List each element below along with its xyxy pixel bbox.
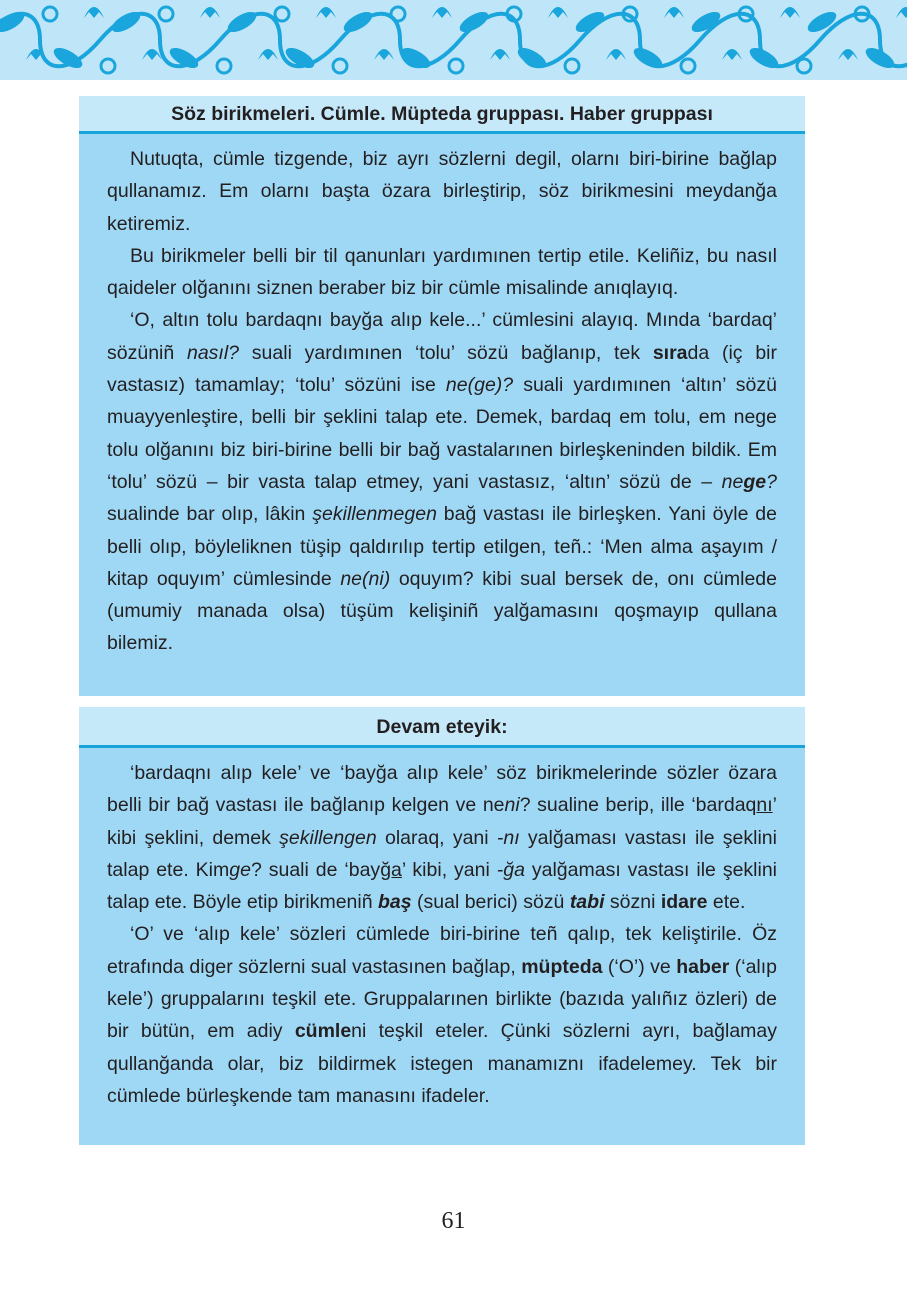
section-body — [79, 134, 805, 660]
paragraph: Nutuqta, cümle tizgende, biz ayrı sözlerni degil, olarnı biri-birine bağlap qullanamız. Em olarnı başta özara birleştirip, söz birikmesini meydanğa ketiremiz. — [107, 148, 777, 235]
floral-ornament-banner — [0, 0, 907, 80]
section-box-grammar — [79, 96, 805, 696]
paragraph: ‘O, altın tolu bardaqnı bayğa alıp kele...’ cümlesini alayıq. Mında ‘bardaq’ sözüniñ nasıl? suali yardımınen ‘tolu’ sözü bağlanıp, tek sırada (iç bir vastasız) tamamlay; ‘tolu’ sözüni ise ne(ge)? suali yardımınen ‘altın’ sözü muayyenleştire, belli bir şeklini talap ete. Demek, bardaq em tolu, em nege tolu olğanını biz biri-birine belli bir bağ vastalarınen birleşkeninden bildik. Em ‘tolu’ sözü – bir vasta talap etmey, yani vastasız, ‘altın’ sözü de – nege? sualinde bar olıp, lâkin şekillenmegen bağ vastası ile birleşken. Yani öyle de belli olıp, böyleliknen tüşip qaldırılıp tertip etilgen, teñ.: ‘Men alma aşayım / kitap oquyım’ cümlesinde ne(ni) oquyım? kibi sual bersek de, onı cümlede (umumiy manada olsa) tüşüm kelişiniñ yalğamasını qoşmayıp qullana bilemiz. — [107, 309, 778, 655]
paragraph: ‘O’ ve ‘alıp kele’ sözleri cümlede biri-birine teñ qalıp, tek keliştirile. Öz etrafında diger sözlerni sual vastasınen bağlap, müpteda (‘O’) ve haber (‘alıp kele’) gruppalarını teşkil ete. Gruppalarınen birlikte (bazıda yalıñız özleri) de bir bütün, em adiy cümleni teşkil eteler. Çünki sözlerni ayrı, bağlamay qullanğanda olar, biz bildirmek istegen manamıznı ifadelemey. Tek bir cümlede bürleşkende tam manasını ifadeler. — [107, 923, 778, 1107]
paragraph: ‘bardaqnı alıp kele’ ve ‘bayğa alıp kele’ söz birikmelerinde sözler özara belli bir bağ vastası ile bağlanıp kelgen ve neni? sualine berip, ille ‘bardaqnı’ kibi şeklini, demek şekillengen olaraq, yani -nı yalğaması vastası ile şeklini talap ete. Kimge? suali de ‘bayğa’ kibi, yani -ğa yalğaması vastası ile şeklini talap ete. Böyle etip birikmeniñ baş (sual berici) sözü tabi sözni idare ete. — [107, 762, 778, 914]
section-body — [79, 748, 805, 1112]
paragraph: Bu birikmeler belli bir til qanunları yardımınen tertip etile. Keliñiz, bu nasıl qaideler olğanını siznen beraber biz bir cümle misalinde anıqlayıq. — [107, 244, 777, 300]
section-title: Devam eteyik: — [79, 707, 805, 748]
section-box-continue — [79, 707, 805, 1145]
floral-ornament-icon — [0, 0, 907, 80]
page-number: 61 — [441, 1208, 466, 1234]
section-title: Söz birikmeleri. Cümle. Müpteda gruppası. Haber gruppası — [79, 96, 805, 134]
